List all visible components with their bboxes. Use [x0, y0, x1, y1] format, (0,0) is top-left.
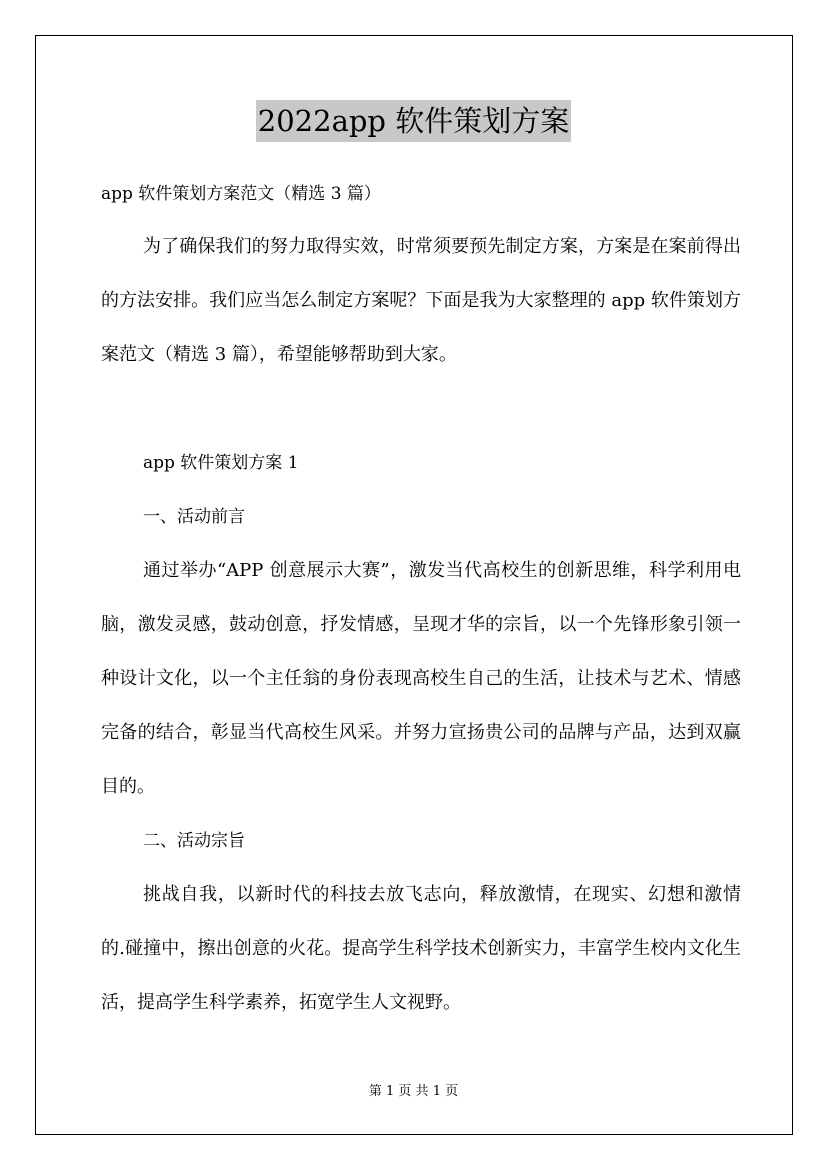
part-1-paragraph: 通过举办“APP 创意展示大赛”，激发当代高校生的创新思维，科学利用电脑，激发灵感，鼓动创意，抒发情感，呈现才华的宗旨，以一个先锋形象引领一种设计文化，以一个主任翁的身份表现高校生自己的生活，让技术与艺术、情感完备的结合，彰显当代高校生风采。并努力宣扬贵公司的品牌与产品，达到双赢目的。	[101, 560, 741, 797]
intro-paragraph: 为了确保我们的努力取得实效，时常须要预先制定方案，方案是在案前得出的方法安排。我们应当怎么制定方案呢？下面是我为大家整理的 app 软件策划方案范文（精选 3 篇），希望能够帮助到大家。	[101, 236, 741, 365]
document-subtitle: app 软件策划方案范文（精选 3 篇）	[101, 184, 381, 204]
section-1-title: app 软件策划方案 1	[143, 453, 299, 473]
part-2-heading: 二、活动宗旨	[143, 831, 245, 851]
part-2-paragraph: 挑战自我，以新时代的科技去放飞志向，释放激情，在现实、幻想和激情的.碰撞中，擦出创意的火花。提高学生科学技术创新实力，丰富学生校内文化生活，提高学生科学素养，拓宽学生人文视野。	[101, 884, 741, 1013]
document-body	[101, 168, 741, 1030]
document-title-text: 2022app 软件策划方案	[256, 100, 571, 142]
document-title	[0, 100, 827, 142]
blank-line	[101, 382, 741, 436]
part-1-heading: 一、活动前言	[143, 507, 245, 527]
page-number-footer: 第 1 页 共 1 页	[368, 1084, 459, 1099]
